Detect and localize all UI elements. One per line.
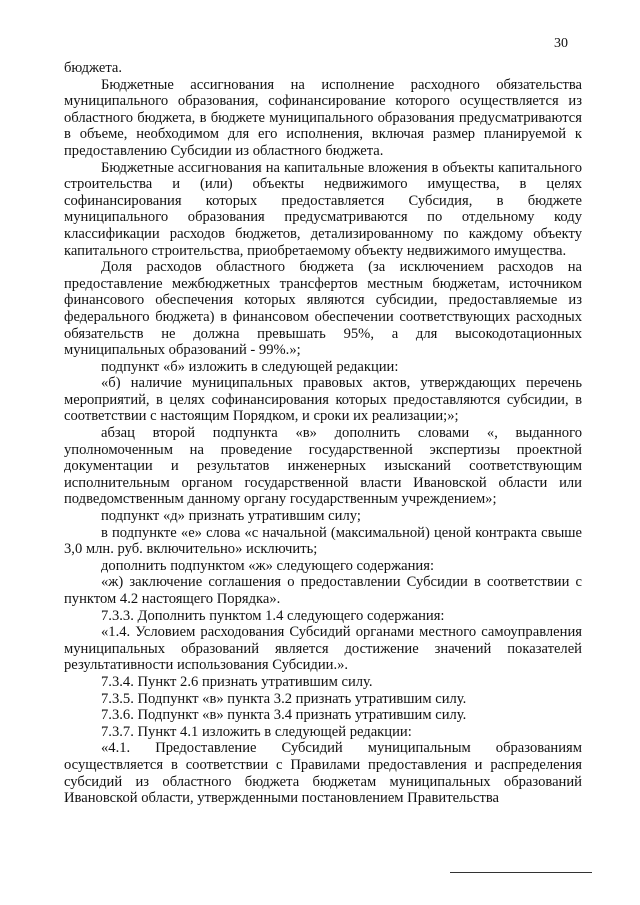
paragraph-16: 7.3.6. Подпункт «в» пункта 3.4 признать утратившим силу. xyxy=(101,707,467,724)
paragraph-9: в подпункте «е» слова «с начальной (максимальной) ценой контракта свыше 3,0 млн. руб. включительно» исключить; xyxy=(64,524,582,558)
paragraph-6: «б) наличие муниципальных правовых актов, утверждающих перечень мероприятий, в целях софинансирования которых предоставляются субсидии, в соответствии с настоящим Порядком, и сроки их реализации;»; xyxy=(64,375,582,425)
footer-rule xyxy=(450,872,592,873)
paragraph-18: «4.1. Предоставление Субсидий муниципальным образованиям осуществляется в соответствии с Правилами предоставления и распределения субсидий из областного бюджета бюджетам муниципальных образований Ивановской области, утвержденными постановлением Правительства xyxy=(64,740,582,807)
paragraph-12: 7.3.3. Дополнить пунктом 1.4 следующего содержания: xyxy=(101,607,445,624)
paragraph-15: 7.3.5. Подпункт «в» пункта 3.2 признать утратившим силу. xyxy=(101,690,467,707)
paragraph-17: 7.3.7. Пункт 4.1 изложить в следующей редакции: xyxy=(101,723,412,740)
paragraph-7: абзац второй подпункта «в» дополнить словами «, выданного уполномоченным на проведение государственной экспертизы проектной документации и результатов инженерных изысканий соответствующим исполнительным органом государственной власти Ивановской области или подведомственным данному органу государственным учреждением»; xyxy=(64,425,582,508)
paragraph-5: подпункт «б» изложить в следующей редакции: xyxy=(101,358,399,375)
page-number: 30 xyxy=(554,36,568,51)
paragraph-11: «ж) заключение соглашения о предоставлении Субсидии в соответствии с пунктом 4.2 настоящего Порядка». xyxy=(64,574,582,607)
paragraph-3: Бюджетные ассигнования на капитальные вложения в объекты капитального строительства и (или) объекты недвижимого имущества, в целях софинансирования которых предоставляется Субсидия, в бюджете муниципального образования предусматриваются по отдельному коду классификации расходов бюджетов, детализированному по каждому объекту капитального строительства, приобретаемому объекту недвижимого имущества. xyxy=(64,159,582,259)
paragraph-1: бюджета. xyxy=(64,60,123,76)
paragraph-8: подпункт «д» признать утратившим силу; xyxy=(101,508,361,525)
document-body xyxy=(64,60,582,807)
paragraph-2: Бюджетные ассигнования на исполнение расходного обязательства муниципального образования, софинансирование которого осуществляется из областного бюджета, в бюджете муниципального образования предусматриваются в объеме, необходимом для его исполнения, включая размер планируемой к предоставлению Субсидии из областного бюджета. xyxy=(64,76,582,159)
paragraph-13: «1.4. Условием расходования Субсидий органами местного самоуправления муниципальных образований является достижение значений показателей результативности использования Субсидии.». xyxy=(64,624,582,674)
paragraph-4: Доля расходов областного бюджета (за исключением расходов на предоставление межбюджетных трансфертов местным бюджетам, источником финансового обеспечения которых являются субсидии, предоставляемые из федерального бюджета) в финансовом обеспечении соответствующих расходных обязательств не должна превышать 95%, а для высокодотационных муниципальных образований - 99%.»; xyxy=(64,259,582,359)
paragraph-10: дополнить подпунктом «ж» следующего содержания: xyxy=(101,557,435,574)
paragraph-14: 7.3.4. Пункт 2.6 признать утратившим силу. xyxy=(101,673,373,690)
